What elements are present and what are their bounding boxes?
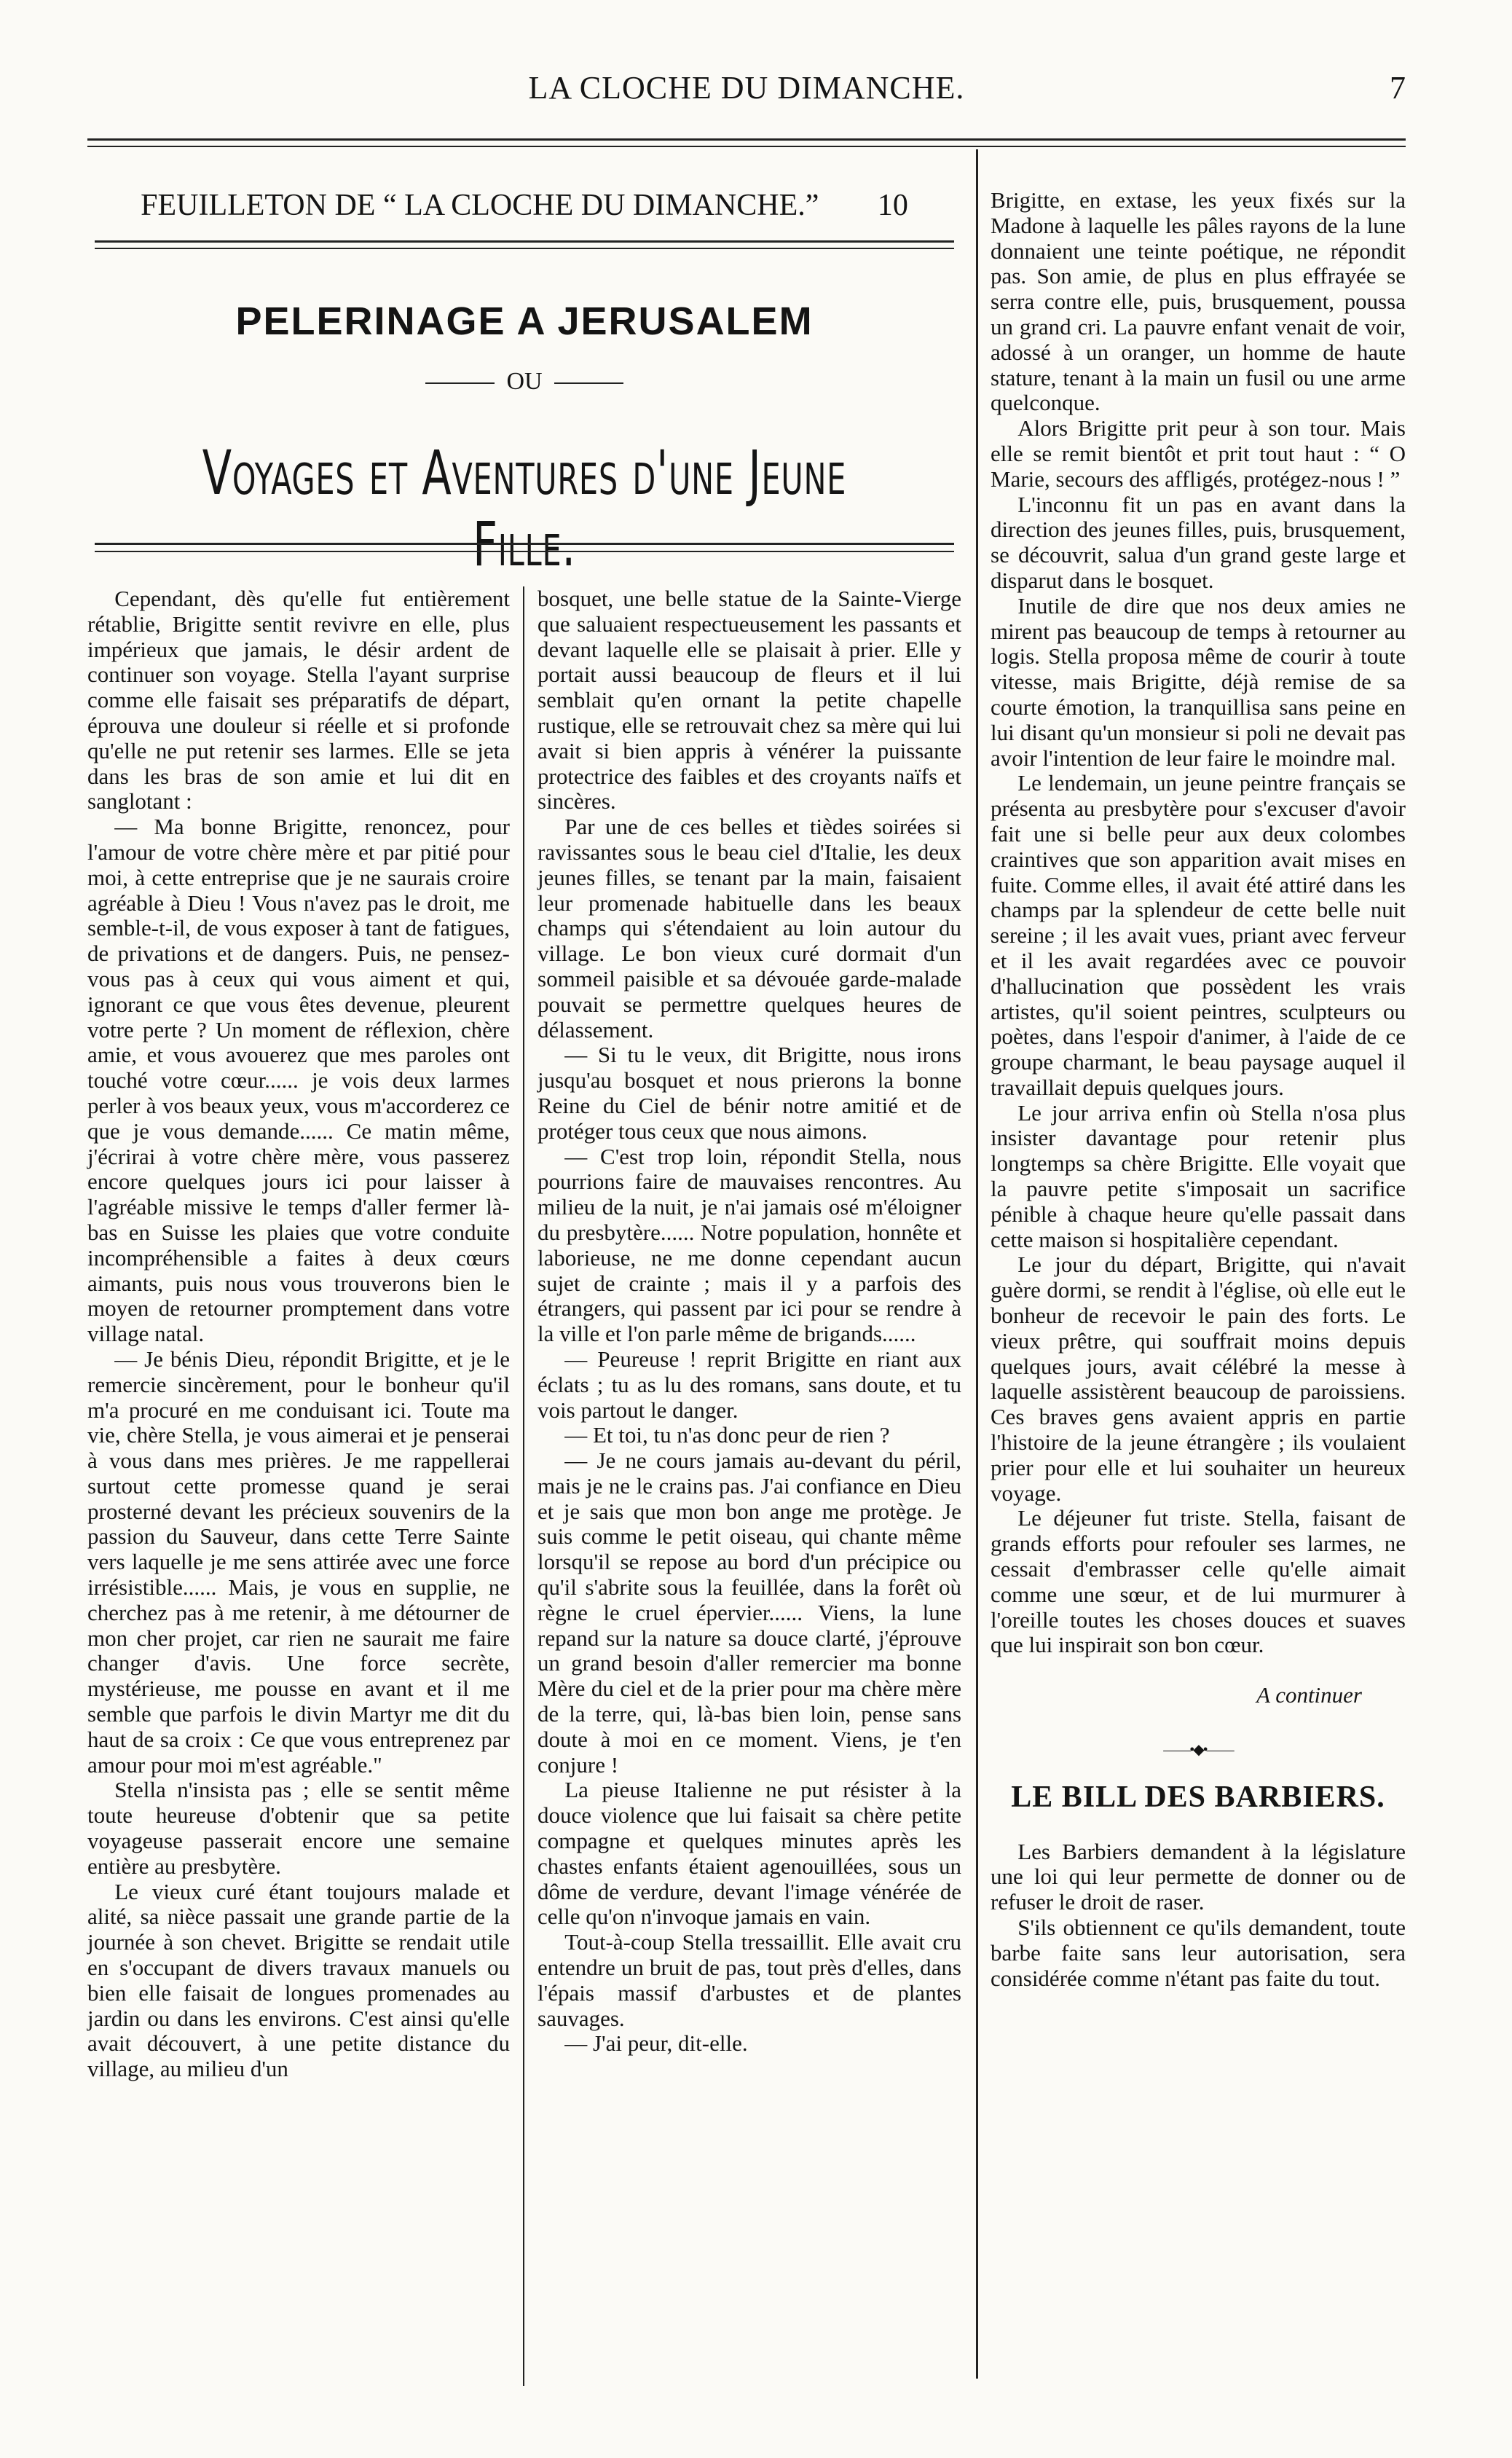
- paragraph: — Je bénis Dieu, répondit Brigitte, et je le remercie sincèrement, pour le bonheur qu'il m'a procuré en me conduisant ici. Toute ma vie, chère Stella, je vous aimerai et je penserai à vous dans mes prières. Je me rappellerai surtout cette promesse quand je serai prosterné devant les précieux souvenirs de la passion du Sauveur, dans cette Terre Sainte vers laquelle je me sens attirée avec une force irrésistible...... Mais, je vous en supplie, ne cherchez pas à me retenir, à me détourner de mon cher projet, car rien ne saurait me faire changer d'avis. Une force secrète, mystérieuse, me pousse en avant et il me semble que parfois le divin Martyr me dit du haut de sa croix : Ce que vous entreprenez par amour pour moi m'est agréable.": [87, 1346, 510, 1778]
- paragraph: S'ils obtiennent ce qu'ils demandent, toute barbe faite sans leur autorisation, sera considérée comme n'étant pas faite du tout.: [991, 1915, 1406, 1991]
- header-rule-top: [87, 138, 1406, 141]
- column-divider-right: [976, 149, 978, 2379]
- column-2: [538, 586, 961, 2057]
- paragraph: Le lendemain, un jeune peintre français se présenta au presbytère pour s'excuser d'avoir fait une si belle peur aux deux colombes craintives que son apparition avait mises en fuite. Comme elles, il avait été attiré dans les champs par la splendeur de cette belle nuit sereine ; il les avait vues, priant avec ferveur et il les avait regardées avec ce pouvoir d'hallucination que possèdent les vrais artistes, qu'il soient peintres, sculpteurs ou poètes, dans l'espoir d'animer, à l'aide de ce groupe charmant, le beau paysage auquel il travaillait depuis quelques jours.: [991, 770, 1406, 1100]
- to-be-continued: A continuer: [1256, 1682, 1362, 1708]
- paragraph: — Si tu le veux, dit Brigitte, nous irons jusqu'au bosquet et nous prierons la bonne Reine du Ciel de bénir notre amitié et de protéger tous ceux que nous aimons.: [538, 1042, 961, 1144]
- feuilleton-label-text: FEUILLETON DE “ LA CLOCHE DU DIMANCHE.”: [141, 189, 819, 222]
- paragraph: — Ma bonne Brigitte, renoncez, pour l'amour de votre chère mère et par pitié pour moi, à cette entreprise que je ne saurais croire agréable à Dieu ! Vous n'avez pas le droit, me semble-t-il, de vous exposer à tant de fatigues, de privations et de dangers. Puis, ne pensez-vous pas à ceux qui vous aiment et qui, ignorant ce que vous êtes devenue, pleurent votre perte ? Un moment de réflexion, chère amie, et vous avouerez que mes paroles ont touché votre cœur...... je vois deux larmes perler à vos beaux yeux, vous m'accorderez ce que je vous demande...... Ce matin même, j'écrirai à votre chère mère, vous passerez encore quelques jours ici pour laisser à l'agréable missive le temps d'aller fermer là-bas en Suisse les plaies que votre conduite incompréhensible a faites à deux cœurs aimants, puis nous vous trouverons bien le moyen de retourner promptement dans votre village natal.: [87, 814, 510, 1347]
- story-title: PELERINAGE A JERUSALEM: [235, 299, 814, 343]
- paragraph: — C'est trop loin, répondit Stella, nous pourrions faire de mauvaises rencontres. Au milieu de la nuit, je n'ai jamais osé m'éloigner du presbytère...... Notre population, honnête et laborieuse, ne me donne cependant aucun sujet de crainte ; mais il y a parfois des étrangers, qui passent par ici pour se rendre à la ville et l'on parle même de brigands......: [538, 1143, 961, 1347]
- paragraph: Le jour du départ, Brigitte, qui n'avait guère dormi, se rendit à l'église, où elle eut le bonheur de recevoir le pain des forts. Le vieux prêtre, qui souffrait moins depuis quelques jours, avait célébré la messe à laquelle assistèrent beaucoup de paroissiens. Ces braves gens avaient appris en partie l'histoire de la jeune étrangère ; ils voulaient prier pour elle et lui souhaiter un heureux voyage.: [991, 1252, 1406, 1506]
- ornament-divider: ——•◆•——: [1163, 1742, 1233, 1759]
- newspaper-title: LA CLOCHE DU DIMANCHE.: [528, 70, 965, 106]
- paragraph: Brigitte, en extase, les yeux fixés sur la Madone à laquelle les pâles rayons de la lune donnaient une teinte poétique, ne répondit pas. Son amie, de plus en plus effrayée se serra contre elle, puis, brusquement, poussa un grand cri. La pauvre enfant venait de voir, adossé à un oranger, un homme de haute stature, tenant à la main un fusil ou une arme quelconque.: [991, 187, 1406, 416]
- paragraph: Alors Brigitte prit peur à son tour. Mais elle se remit bientôt et prit tout haut : “ O Marie, secours des affligés, protégez-nous ! ”: [991, 415, 1406, 492]
- paragraph: — Peureuse ! reprit Brigitte en riant aux éclats ; tu as lu des romans, sans doute, et tu vois partout le danger.: [538, 1346, 961, 1423]
- feuilleton-number: 10: [877, 189, 908, 222]
- page-header: [87, 69, 1406, 113]
- page-number: 7: [1390, 70, 1406, 106]
- paragraph: Le déjeuner fut triste. Stella, faisant de grands efforts pour refouler ses larmes, ne cessait d'embrasser celle qu'elle aimait comme une sœur, et de lui murmurer à l'oreille toutes les choses douces et suaves que lui inspirait son bon cœur.: [991, 1505, 1406, 1658]
- paragraph: Les Barbiers demandent à la législature une loi qui leur permette de donner ou de refuser le droit de raser.: [991, 1838, 1406, 1915]
- column-3: [991, 188, 1406, 1991]
- paragraph: La pieuse Italienne ne put résister à la douce violence que lui faisait sa chère petite compagne et quelques minutes après les chastes enfants étaient agenouillées, sous un dôme de verdure, devant l'image vénérée de celle qu'on n'invoque jamais en vain.: [538, 1777, 961, 1930]
- paragraph: Tout-à-coup Stella tressaillit. Elle avait cru entendre un bruit de pas, tout près d'elles, dans l'épais massif d'arbustes et de plantes sauvages.: [538, 1929, 961, 2031]
- paragraph: bosquet, une belle statue de la Sainte-Vierge que saluaient respectueusement les passants et devant laquelle elle se plaisait à prier. Elle y portait aussi beaucoup de fleurs et il lui semblait qu'en ornant la petite chapelle rustique, elle se retrouvait chez sa mère qui lui avait si bien appris à vénérer la puissante protectrice des faibles et des croyants naïfs et sincères.: [538, 586, 961, 814]
- feuilleton-rule-1: [95, 240, 954, 243]
- paragraph: Cependant, dès qu'elle fut entièrement rétablie, Brigitte sentit revivre en elle, plus impérieux que jamais, le désir ardent de continuer son voyage. Stella l'ayant surprise comme elle faisait ses préparatifs de départ, éprouva une douleur si réelle et si profonde qu'elle ne put retenir ses larmes. Elle se jeta dans les bras de son amie et lui dit en sanglotant :: [87, 586, 510, 814]
- title-connector: [87, 368, 961, 396]
- paragraph: Le jour arriva enfin où Stella n'osa plus insister davantage pour retenir plus longtemps sa chère Brigitte. Elle voyait que la pauvre petite s'imposait un sacrifice pénible à chaque heure qu'elle passait dans cette maison si hospitalière cependant.: [991, 1099, 1406, 1252]
- paragraph: L'inconnu fit un pas en avant dans la direction des jeunes filles, puis, brusquement, se découvrit, salua d'un grand geste large et disparut dans le bosquet.: [991, 491, 1406, 593]
- subtitle-rule-2: [95, 551, 954, 552]
- paragraph: — Et toi, tu n'as donc peur de rien ?: [564, 1422, 890, 1448]
- subtitle-rule-1: [95, 543, 954, 545]
- paragraph: Le vieux curé étant toujours malade et alité, sa nièce passait une grande partie de la journée à son chevet. Brigitte se rendait utile en s'occupant de divers travaux manuels ou bien elle faisait de longues promenades au jardin ou dans les environs. C'est ainsi qu'elle avait découvert, à une petite distance du village, au milieu d'un: [87, 1878, 510, 2082]
- ou-text: OU: [506, 368, 543, 395]
- dash-left: [425, 382, 495, 384]
- paragraph: Inutile de dire que nos deux amies ne mirent pas beaucoup de temps à retourner au logis. Stella proposa même de courir à toute vitesse, mais Brigitte, déjà remise de sa courte émotion, la tranquillisa sans peine en lui disant qu'un monsieur si poli ne devait pas avoir l'intention de leur faire le moindre mal.: [991, 592, 1406, 771]
- paragraph: Par une de ces belles et tièdes soirées si ravissantes sous le beau ciel d'Italie, les deux jeunes filles, se tenant par la main, faisaient leur promenade habituelle dans les beaux champs qui s'étendaient au loin autour du village. Le bon vieux curé dormait d'un sommeil paisible et sa dévouée garde-malade pouvait se permettre quelques heures de délassement.: [538, 814, 961, 1043]
- feuilleton-rule-2: [95, 248, 954, 249]
- feuilleton-label: [87, 188, 961, 223]
- paragraph: — Je ne cours jamais au-devant du péril, mais je ne le crains pas. J'ai confiance en Dieu et je sais que mon bon ange me protège. Je suis comme le petit oiseau, qui chante même lorsqu'il se repose au bord d'un précipice ou qu'il s'abrite sous la feuillée, dans la forêt où règne le cruel épervier...... Viens, la lune repand sur la nature sa douce clarté, j'éprouve un grand besoin d'aller remercier ma bonne Mère du ciel et de la prier pour ma chère mère de la terre, qui, là-bas bien loin, pense sans doute à moi en ce moment. Viens, je t'en conjure !: [538, 1448, 961, 1778]
- column-1: [87, 586, 510, 2082]
- story-subtitle: Voyages et Aventures d'une Jeune Fille.: [202, 437, 847, 580]
- article-title: LE BILL DES BARBIERS.: [1011, 1780, 1385, 1814]
- paragraph: — J'ai peur, dit-elle.: [564, 2030, 748, 2057]
- paragraph: Stella n'insista pas ; elle se sentit même toute heureuse d'obtenir que sa petite voyageuse passerait encore une semaine entière au presbytère.: [87, 1777, 510, 1879]
- header-rule-bottom: [87, 146, 1406, 147]
- column-divider-middle: [523, 586, 524, 2386]
- dash-right: [554, 382, 623, 384]
